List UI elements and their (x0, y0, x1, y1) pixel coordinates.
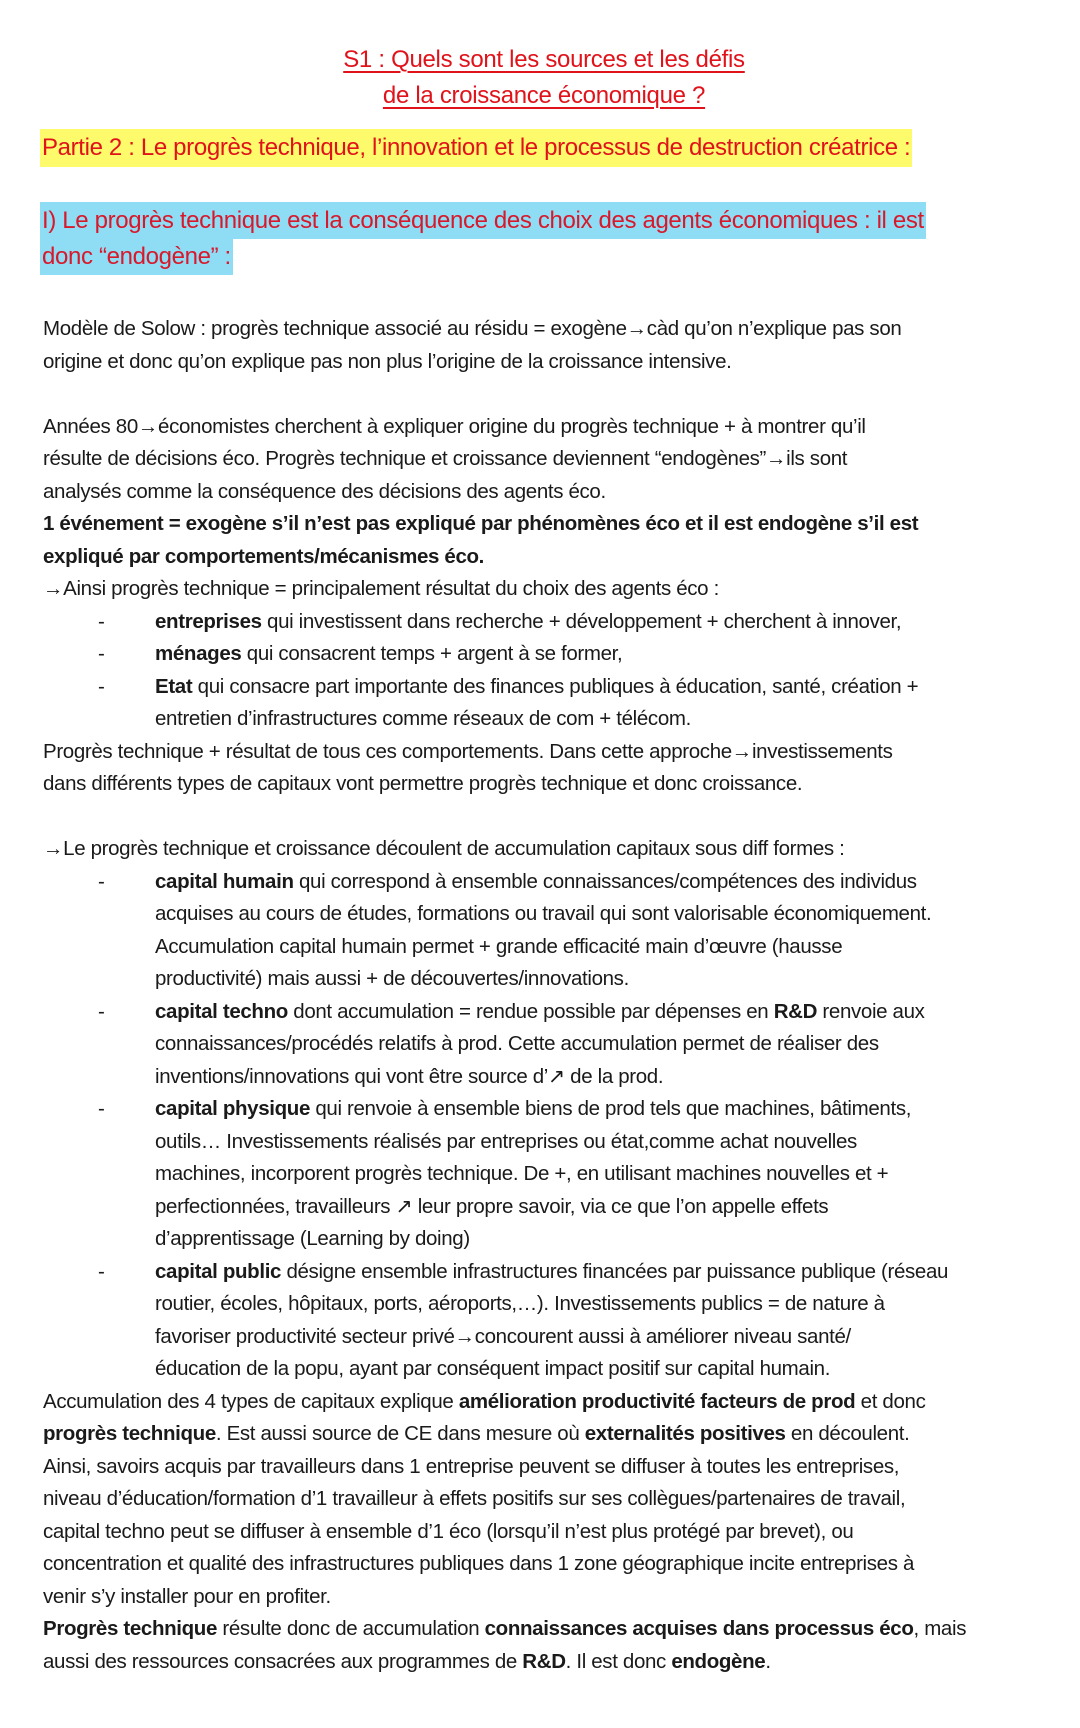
body-content (43, 313, 1053, 1678)
list-item-capital-public (43, 1256, 1053, 1289)
list-item-capital-techno (43, 996, 1053, 1029)
accumulation-paragraph-line (43, 1418, 1053, 1451)
list-item-text: qui investissent dans recherche + développement + cherchent à innover, (261, 609, 902, 633)
ainsi-intro: →Ainsi progrès technique = principalement résultat du choix des agents éco : (43, 577, 719, 600)
list-item-text: désigne ensemble infrastructures financées par puissance publique (réseau (281, 1259, 949, 1283)
list-item-keyword: capital techno (155, 999, 288, 1023)
text-run: en découlent. (785, 1422, 910, 1445)
bullet-dash: - (98, 609, 105, 633)
text-run: . (765, 1649, 771, 1673)
bold-run: connaissances acquises dans processus éco (484, 1617, 914, 1640)
list-item-continuation: outils… Investissements réalisés par entreprises ou état,comme achat nouvelles (155, 1129, 857, 1153)
accumulation-paragraph-line: niveau d’éducation/formation d’1 travailleur à effets positifs sur ses collègues/partenaires de travail, (43, 1487, 906, 1510)
bullet-dash: - (98, 1259, 105, 1283)
list-item-continuation: éducation de la popu, ayant par conséquent impact positif sur capital humain. (155, 1357, 831, 1380)
list-item-text: qui consacrent temps + argent à se former, (241, 642, 623, 665)
list-item-continuation: Accumulation capital humain permet + grande efficacité main d’œuvre (hausse (155, 934, 843, 958)
list-item-keyword: capital humain (155, 869, 294, 893)
text-run: aussi des ressources consacrées aux programmes de (43, 1649, 523, 1673)
bullet-dash: - (98, 1097, 105, 1120)
list-item-continuation: perfectionnées, travailleurs ↗ leur propre savoir, via ce que l’on appelle effets (155, 1194, 829, 1218)
list-item-continuation: acquises au cours de études, formations ou travail qui sont valorisable économiquement. (155, 902, 932, 925)
list-item-continuation: routier, écoles, hôpitaux, ports, aéroports,…). Investissements publics = de nature à (155, 1292, 885, 1315)
accumulation-paragraph-line: Ainsi, savoirs acquis par travailleurs dans 1 entreprise peuvent se diffuser à toutes les entreprises, (43, 1454, 900, 1478)
annees80-paragraph-line: analysés comme la conséquence des décisions des agents éco. (43, 479, 606, 503)
bold-run: progrès technique (43, 1422, 216, 1445)
text-run: résulte donc de accumulation (217, 1617, 485, 1640)
document-title-line-2: de la croissance économique ? (382, 82, 706, 109)
list-item-keyword: capital public (155, 1259, 282, 1283)
list-item-text: qui consacre part importante des finances publiques à éducation, santé, création + (192, 674, 919, 698)
text-run: . Il est donc (565, 1649, 672, 1673)
list-item-text: dont accumulation = rendue possible par dépenses en (287, 999, 774, 1023)
bullet-dash: - (98, 674, 105, 698)
ainsi-outro-line: dans différents types de capitaux vont permettre progrès technique et donc croissance. (43, 772, 803, 795)
document-title-line-1: S1 : Quels sont les sources et les défis (343, 46, 745, 73)
definition-bold: 1 événement = exogène s’il n’est pas expliqué par phénomènes éco et il est endogène s’il est (43, 512, 919, 535)
bold-run: R&D (522, 1649, 566, 1673)
list-item-text: renvoie aux (817, 999, 925, 1023)
list-item-continuation: inventions/innovations qui vont être source d’↗ de la prod. (155, 1064, 664, 1088)
list-item-menages (43, 638, 1053, 671)
list-item-etat (43, 671, 1053, 704)
bold-run: endogène (671, 1649, 766, 1673)
annees80-paragraph-line: résulte de décisions éco. Progrès technique et croissance deviennent “endogènes”→ils sont (43, 447, 848, 470)
list-item-entreprises (43, 606, 1053, 639)
list-item-keyword: capital physique (155, 1097, 311, 1120)
list-item-text: qui renvoie à ensemble biens de prod tels que machines, bâtiments, (310, 1097, 912, 1120)
definition-line (43, 508, 1053, 541)
bold-run: externalités positives (584, 1422, 786, 1445)
list-item-continuation: d’apprentissage (Learning by doing) (155, 1227, 470, 1250)
accumulation-paragraph-line (43, 1386, 1053, 1419)
annees80-paragraph-line: Années 80→économistes cherchent à expliquer origine du progrès technique + à montrer qu’il (43, 414, 866, 438)
list-item-keyword: Etat (155, 674, 193, 698)
bold-run: amélioration productivité facteurs de prod (458, 1389, 856, 1413)
list-item-continuation: connaissances/procédés relatifs à prod. Cette accumulation permet de réaliser des (155, 1032, 879, 1055)
list-item-continuation: machines, incorporent progrès technique. De +, en utilisant machines nouvelles et + (155, 1162, 889, 1185)
list-item-capital-humain (43, 866, 1053, 899)
list-item-continuation: favoriser productivité secteur privé→concourent aussi à améliorer niveau santé/ (155, 1324, 851, 1348)
bullet-dash: - (98, 999, 105, 1023)
list-item-capital-physique (43, 1093, 1053, 1126)
ainsi-outro-line: Progrès technique + résultat de tous ces comportements. Dans cette approche→investissements (43, 739, 893, 763)
text-run: , mais (913, 1617, 967, 1640)
accumulation-paragraph-line: venir s’y installer pour en profiter. (43, 1584, 331, 1608)
bullet-dash: - (98, 869, 105, 893)
solow-paragraph-line: origine et donc qu’on explique pas non plus l’origine de la croissance intensive. (43, 349, 732, 373)
bold-run: Progrès technique (43, 1617, 218, 1640)
definition-line (43, 541, 1053, 574)
conclusion-line (43, 1646, 1053, 1679)
conclusion-line (43, 1613, 1053, 1646)
text-run: et donc (855, 1389, 926, 1413)
capitaux-intro: →Le progrès technique et croissance découlent de accumulation capitaux sous diff formes : (43, 837, 845, 860)
accumulation-paragraph-line: concentration et qualité des infrastructures publiques dans 1 zone géographique incite entreprises à (43, 1552, 914, 1575)
list-item-keyword: entreprises (155, 609, 262, 633)
text-run: Accumulation des 4 types de capitaux explique (43, 1389, 459, 1413)
rd-keyword: R&D (773, 999, 818, 1023)
solow-paragraph-line: Modèle de Solow : progrès technique associé au résidu = exogène→càd qu’on n’explique pas son (43, 317, 902, 340)
list-item-continuation: productivité) mais aussi + de découvertes/innovations. (155, 967, 629, 990)
list-item-text: qui correspond à ensemble connaissances/compétences des individus (293, 869, 917, 893)
part-heading: Partie 2 : Le progrès technique, l’innovation et le processus de destruction créatrice : (40, 129, 912, 167)
accumulation-paragraph-line: capital techno peut se diffuser à ensemble d’1 éco (lorsqu’il n’est plus protégé par brevet), ou (43, 1519, 854, 1543)
list-item-continuation: entretien d’infrastructures comme réseaux de com + télécom. (155, 707, 691, 730)
section-heading-line-1: I) Le progrès technique est la conséquence des choix des agents économiques : il est (40, 202, 926, 239)
section-heading-line-2: donc “endogène” : (40, 239, 233, 275)
definition-bold: expliqué par comportements/mécanismes éco. (43, 544, 485, 568)
list-item-keyword: ménages (155, 642, 242, 665)
text-run: . Est aussi source de CE dans mesure où (215, 1422, 585, 1445)
bullet-dash: - (98, 642, 105, 665)
